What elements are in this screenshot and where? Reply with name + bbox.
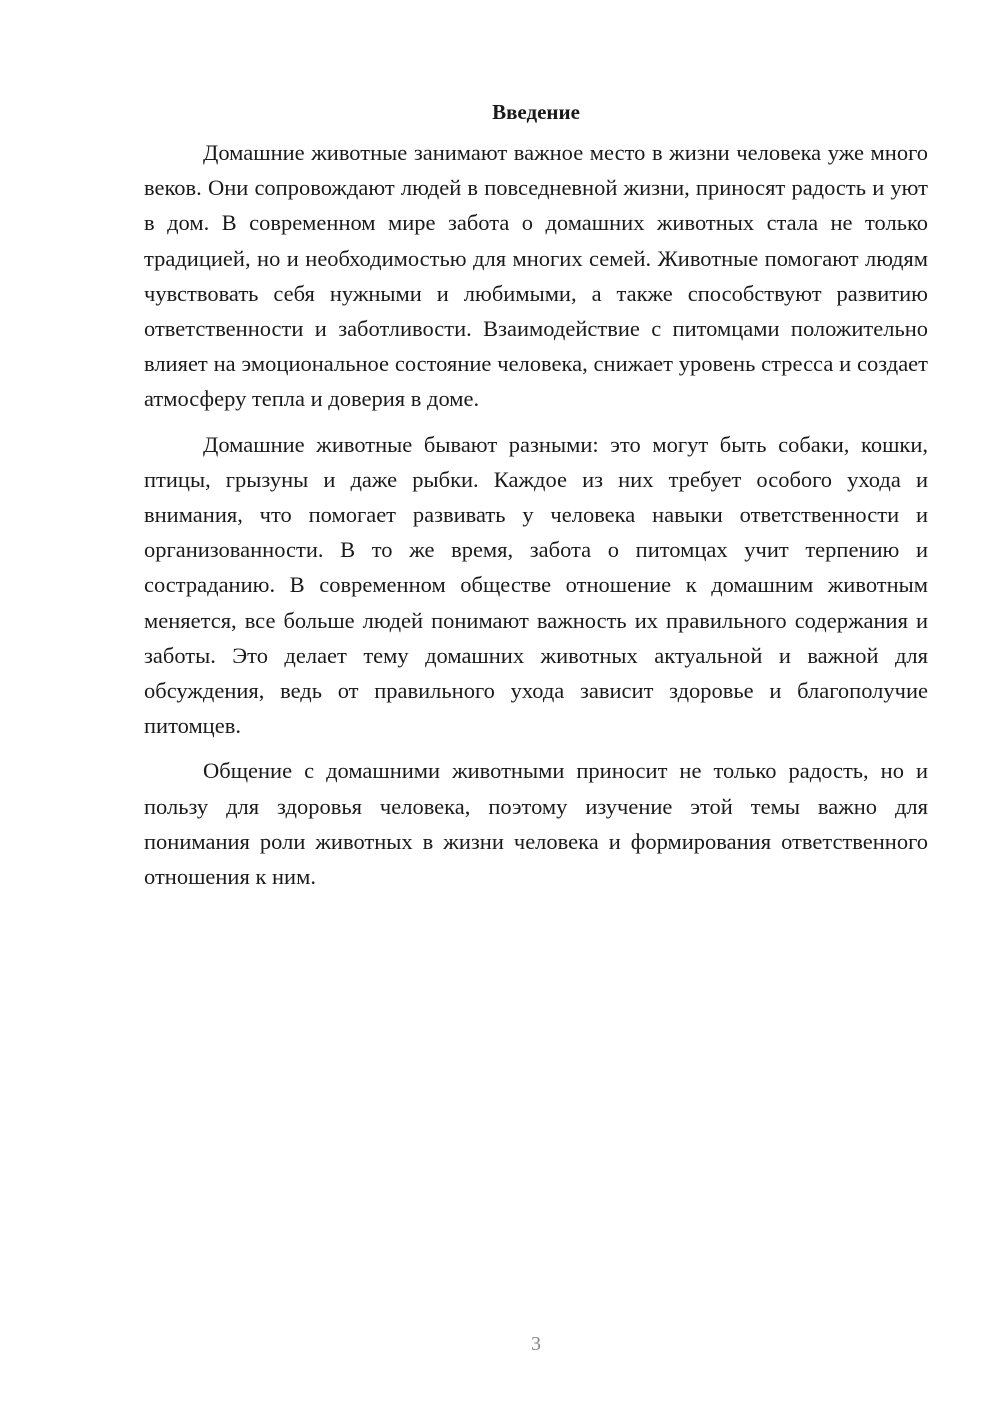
paragraph-2: Домашние животные бывают разными: это могут быть собаки, кошки, птицы, грызуны и даже рыбки. Каждое из них требует особого ухода и внимания, что помогает развивать у человека навыки ответственности и организованности. В то же время, забота о питомцах учит терпению и состраданию. В современном обществе отношение к домашним животным меняется, все больше людей понимают важность их правильного содержания и заботы. Это делает тему домашних животных актуальной и важной для обсуждения, ведь от правильного ухода зависит здоровье и благополучие питомцев. [144,431,928,739]
page-number: 3 [531,1333,541,1355]
page-body [144,95,928,894]
section-heading: Введение [492,100,580,124]
paragraph-3: Общение с домашними животными приносит не только радость, но и пользу для здоровья человека, поэтому изучение этой темы важно для понимания роли животных в жизни человека и формирования ответственного отношения к ним. [144,758,928,890]
paragraph-1: Домашние животные занимают важное место в жизни человека уже много веков. Они сопровождают людей в повседневной жизни, приносят радость и уют в дом. В современном мире забота о домашних животных стала не только традицией, но и необходимостью для многих семей. Животные помогают людям чувствовать себя нужными и любимыми, а также способствуют развитию ответственности и заботливости. Взаимодействие с питомцами положительно влияет на эмоциональное состояние человека, снижает уровень стресса и создает атмосферу тепла и доверия в доме. [144,140,928,412]
